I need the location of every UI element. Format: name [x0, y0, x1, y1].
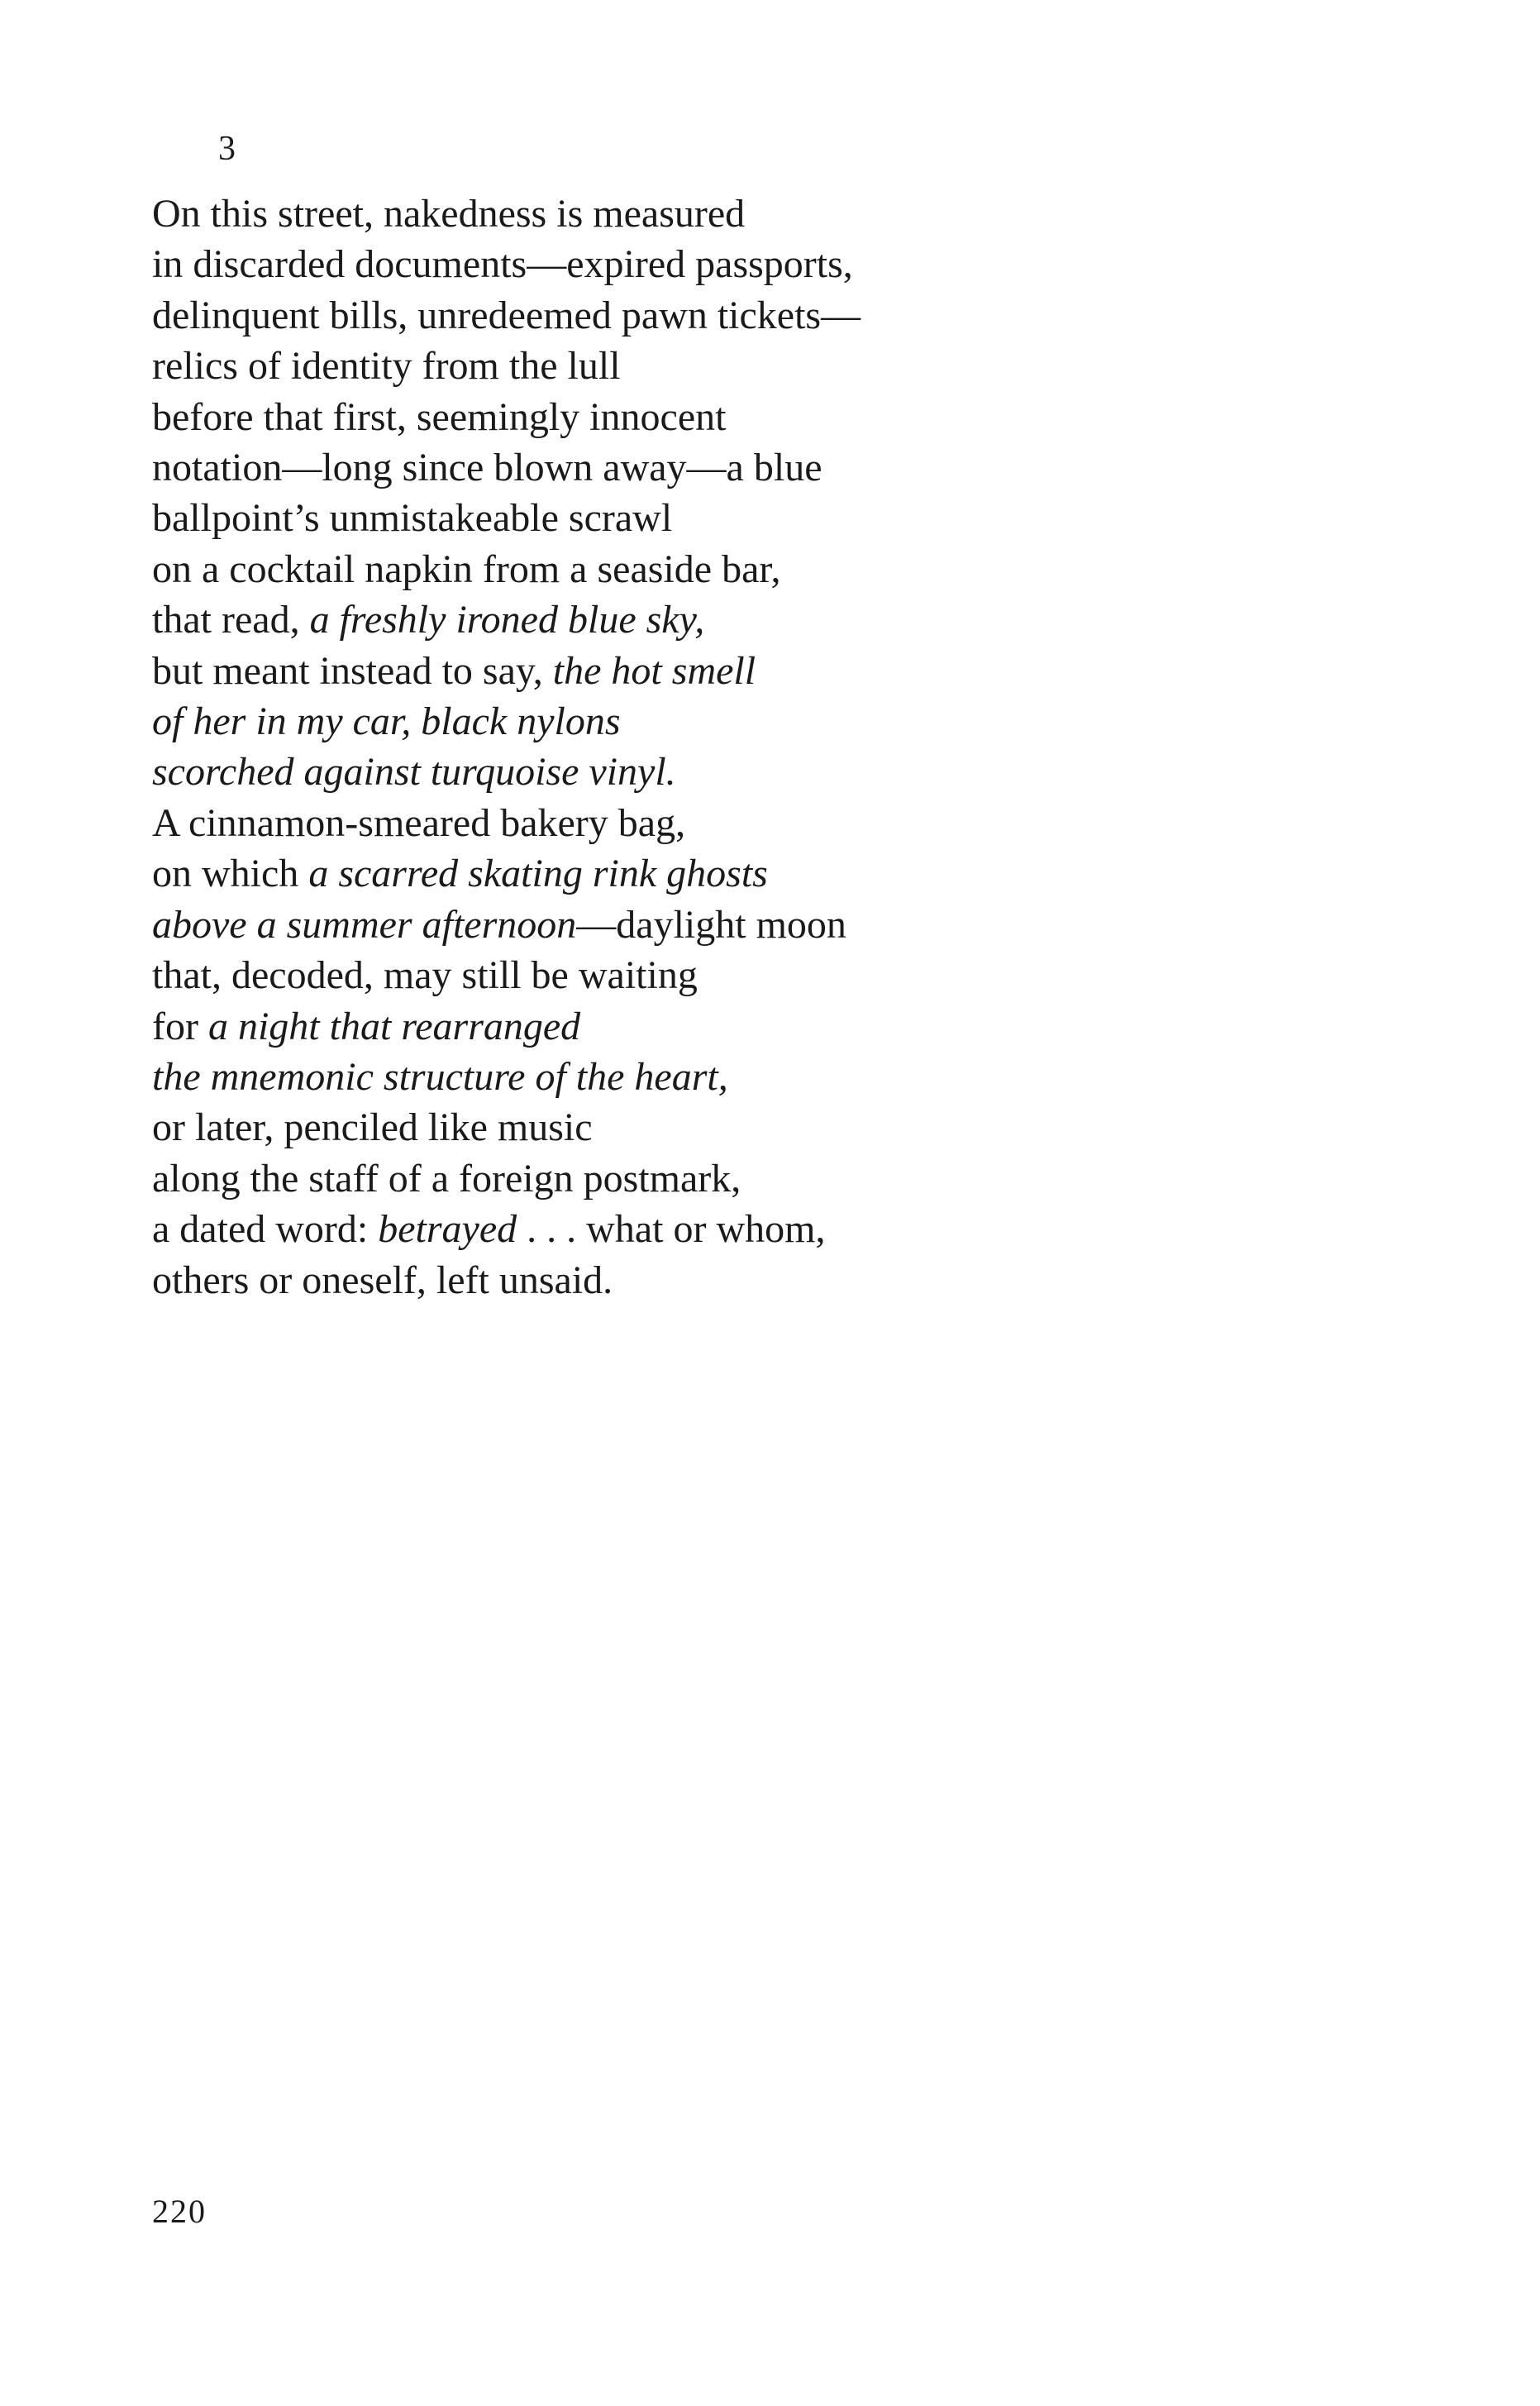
poem-line-italic-segment: a freshly ironed blue sky,: [309, 598, 705, 642]
poem-line: [152, 747, 1392, 797]
poem-line: [152, 189, 1392, 239]
page-number: 220: [152, 2193, 207, 2230]
poem-line-segment: on a cocktail napkin from a seaside bar,: [152, 547, 781, 591]
poem-line: [152, 950, 1392, 1000]
poem-line-italic-segment: of her in my car, black nylons: [152, 699, 621, 744]
poem-line-segment: A cinnamon-smeared bakery bag,: [152, 800, 686, 845]
poem-line: [152, 239, 1392, 289]
poem-line-italic-segment: scorched against turquoise vinyl.: [152, 750, 676, 795]
poem-line: [152, 544, 1392, 594]
poem-line: [152, 798, 1392, 848]
section-number: 3: [218, 130, 236, 168]
poem-line-segment: a dated word:: [152, 1207, 379, 1252]
poem-line: [152, 1204, 1392, 1254]
poem-line-italic-segment: the mnemonic structure of the heart,: [152, 1054, 728, 1099]
poem-line-segment: in discarded documents—expired passports,: [152, 242, 853, 287]
poem-line-segment: . . . what or whom,: [517, 1207, 826, 1252]
poem-line: [152, 646, 1392, 696]
poem-line: [152, 1102, 1392, 1153]
poem-line: [152, 493, 1392, 543]
poem-line-segment: or later, penciled like music: [152, 1105, 593, 1150]
poem-text: [152, 189, 1392, 1306]
poem-line-segment: on which: [152, 852, 309, 896]
poem-line-italic-segment: betrayed: [378, 1207, 517, 1252]
poem-line: [152, 594, 1392, 645]
poem-line-segment: that, decoded, may still be waiting: [152, 953, 698, 998]
poem-line-segment: that read,: [152, 598, 310, 642]
poem-line: [152, 442, 1392, 493]
poem-line-segment: notation—long since blown away—a blue: [152, 446, 822, 490]
poem-line-segment: before that first, seemingly innocent: [152, 394, 727, 439]
poem-line: [152, 1153, 1392, 1204]
poem-line-italic-segment: above a summer afternoon: [152, 902, 577, 947]
poem-line: [152, 1052, 1392, 1102]
poem-line-segment: for: [152, 1004, 208, 1048]
poem-line: [152, 900, 1392, 950]
poem-line-segment: —daylight moon: [576, 902, 846, 947]
poem-line-segment: along the staff of a foreign postmark,: [152, 1156, 741, 1201]
poem-line-segment: relics of identity from the lull: [152, 344, 621, 389]
poem-line: [152, 696, 1392, 747]
poem-line-segment: others or oneself, left unsaid.: [152, 1258, 613, 1302]
poem-line: [152, 392, 1392, 442]
poem-line: [152, 1255, 1392, 1306]
poem-line: [152, 1001, 1392, 1052]
poem-line-segment: ballpoint’s unmistakeable scrawl: [152, 496, 673, 541]
poem-line: [152, 341, 1392, 391]
poem-line-italic-segment: the hot smell: [552, 648, 756, 693]
poem-line-segment: On this street, nakedness is measured: [152, 192, 746, 236]
poem-line: [152, 848, 1392, 899]
poem-line-italic-segment: a scarred skating rink ghosts: [308, 852, 768, 896]
poem-line-segment: but meant instead to say,: [152, 648, 553, 693]
poem-line-italic-segment: a night that rearranged: [207, 1004, 581, 1048]
poem-line-segment: delinquent bills, unredeemed pawn tickets—: [152, 293, 861, 337]
poem-line: [152, 290, 1392, 341]
